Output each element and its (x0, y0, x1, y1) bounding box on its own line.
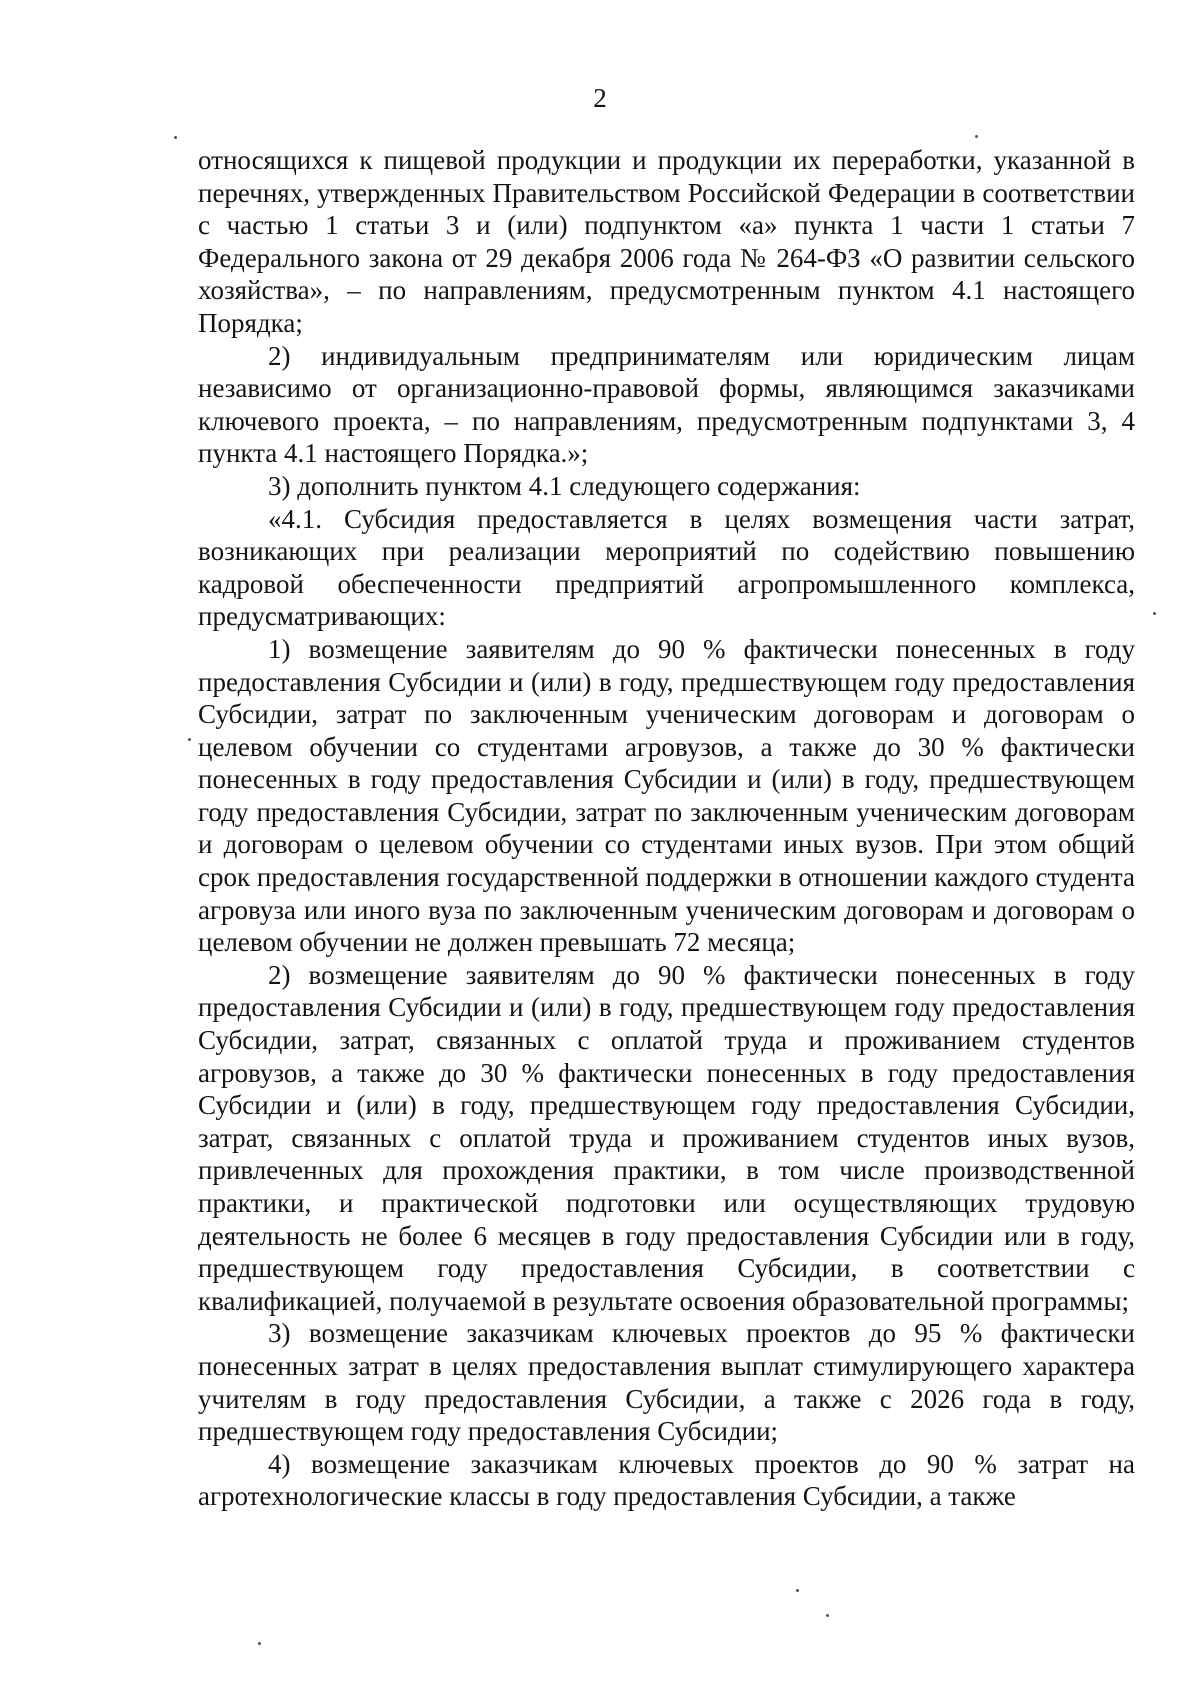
scan-speck (796, 1589, 799, 1592)
paragraph-subitem-1: 1) возмещение заявителям до 90 % фактически понесенных в году предоставления Субсидии и (или) в году, предшествующем году предоставления Субсидии, затрат по заключенным ученическим договорам и договорам о целевом обучении со студентами агровузов, а также до 30 % фактически понесенных в году предоставления Субсидии и (или) в году, предшествующем году предоставления Субсидии, затрат по заключенным ученическим договорам и договорам о целевом обучении со студентами иных вузов. При этом общий срок предоставления государственной поддержки в отношении каждого студента агровуза или иного вуза по заключенным ученическим договорам и договорам о целевом обучении не должен превышать 72 месяца; (198, 633, 1135, 958)
paragraph-item-2-entrepreneurs: 2) индивидуальным предпринимателям или юридическим лицам независимо от организационно-правовой формы, являющимся заказчиками ключевого проекта, – по направлениям, предусмотренным подпунктами 3, 4 пункта 4.1 настоящего Порядка.»; (198, 340, 1135, 469)
paragraph-subitem-4: 4) возмещение заказчикам ключевых проектов до 90 % затрат на агротехнологические классы в году предоставления Субсидии, а также (198, 1448, 1135, 1512)
page-number: 2 (593, 83, 607, 113)
scan-speck (258, 1642, 261, 1645)
scan-speck (826, 1614, 829, 1617)
paragraph-subitem-3: 3) возмещение заказчикам ключевых проектов до 95 % фактически понесенных затрат в целях предоставления выплат стимулирующего характера учителям в году предоставления Субсидии, а также с 2026 года в году, предшествующем году предоставления Субсидии; (198, 1318, 1135, 1447)
paragraph-continuation: относящихся к пищевой продукции и продукции их переработки, указанной в перечнях, утвержденных Правительством Российской Федерации в соответствии с частью 1 статьи 3 и (или) подпунктом «а» пункта 1 части 1 статьи 7 Федерального закона от 29 декабря 2006 года № 264-ФЗ «О развитии сельского хозяйства», – по направлениям, предусмотренным пунктом 4.1 настоящего Порядка; (198, 145, 1135, 338)
paragraph-amendment-3: 3) дополнить пунктом 4.1 следующего содержания: (268, 470, 861, 501)
paragraph-section-4-1: «4.1. Субсидия предоставляется в целях возмещения части затрат, возникающих при реализации мероприятий по содействию повышению кадровой обеспеченности предприятий агропромышленного комплекса, предусматривающих: (198, 503, 1135, 632)
paragraph-subitem-2: 2) возмещение заявителям до 90 % фактически понесенных в году предоставления Субсидии и (или) в году, предшествующем году предоставления Субсидии, затрат, связанных с оплатой труда и проживанием студентов агровузов, а также до 30 % фактически понесенных в году предоставления Субсидии и (или) в году, предшествующем году предоставления Субсидии, затрат, связанных с оплатой труда и проживанием студентов иных вузов, привлеченных для прохождения практики, в том числе производственной практики, и практической подготовки или осуществляющих трудовую деятельность не более 6 месяцев в году предоставления Субсидии или в году, предшествующем году предоставления Субсидии, в соответствии с квалификацией, получаемой в результате освоения образовательной программы; (198, 959, 1135, 1316)
scan-speck (975, 135, 978, 138)
scan-speck (188, 738, 191, 741)
scan-speck (174, 136, 177, 139)
scan-speck (1153, 612, 1156, 615)
document-body (198, 144, 1135, 1513)
